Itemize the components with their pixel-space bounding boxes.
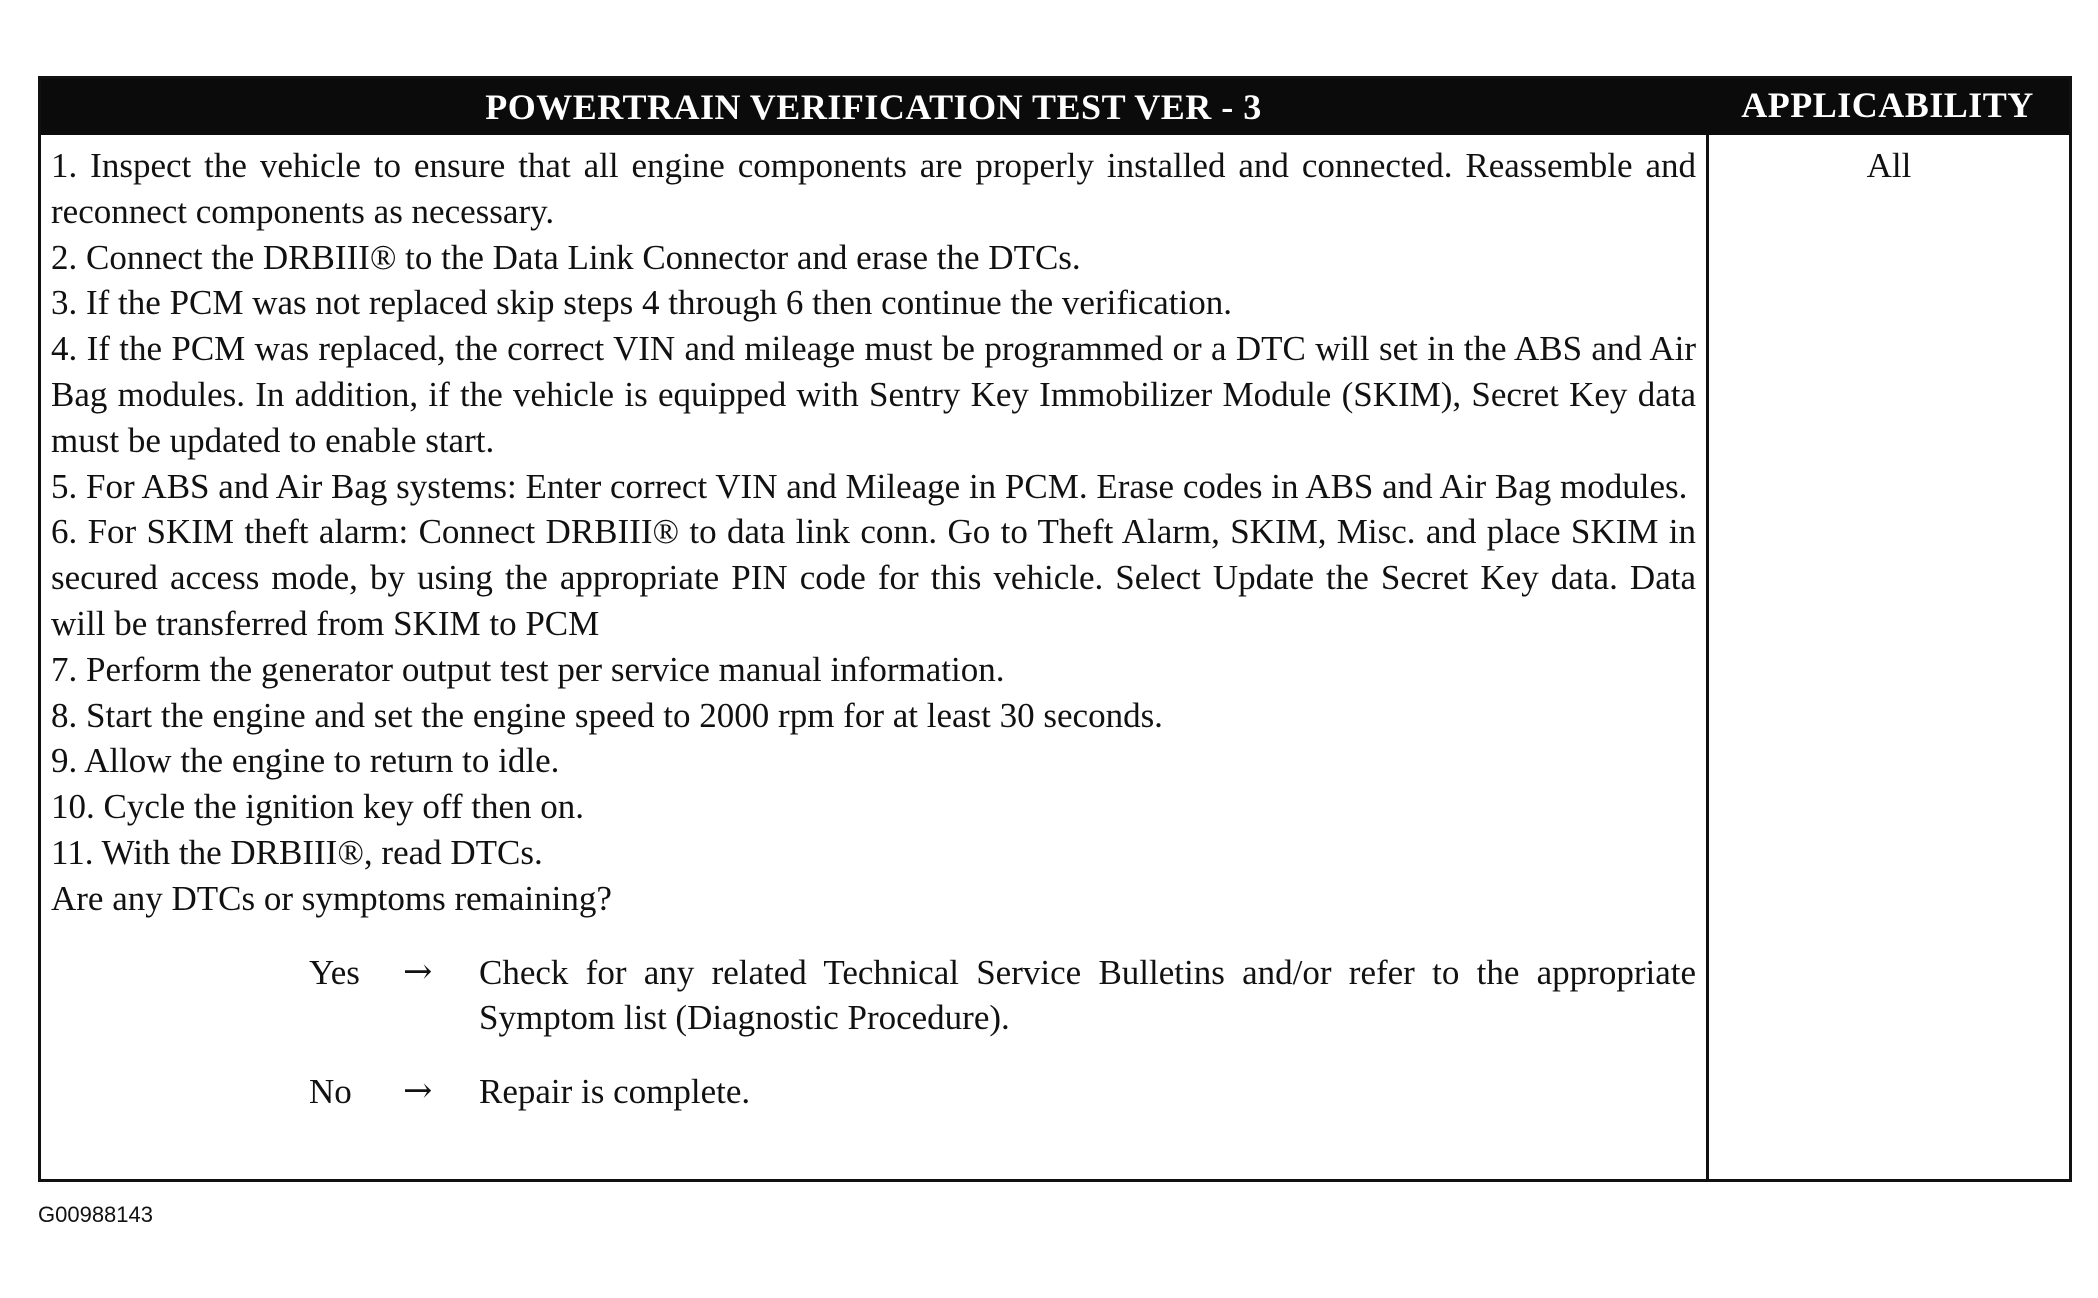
yes-label: Yes (309, 952, 360, 992)
step-6: 6. For SKIM theft alarm: Connect DRBIII® to data link conn. Go to Theft Alarm, SKIM, Misc. and place SKIM in secured access mode, by using the appropriate PIN code for this vehicle. Select Update the Secret Key data. Data will be transferred from SKIM to PCM (51, 512, 1696, 643)
step-7: 7. Perform the generator output test per service manual information. (51, 649, 1005, 689)
applicability-header: APPLICABILITY (1741, 85, 2034, 125)
step-2: 2. Connect the DRBIII® to the Data Link Connector and erase the DTCs. (51, 237, 1081, 277)
no-text: Repair is complete. (479, 1072, 751, 1112)
applicability-value: All (1866, 146, 1912, 185)
no-label: No (309, 1072, 352, 1112)
right-arrow-icon: → (403, 951, 433, 992)
answer-no (309, 1069, 1696, 1115)
step-8: 8. Start the engine and set the engine speed to 2000 rpm for at least 30 seconds. (51, 695, 1163, 735)
table-header (41, 79, 2069, 135)
step-4: 4. If the PCM was replaced, the correct VIN and mileage must be programmed or a DTC will set in the ABS and Air Bag modules. In addition, if the vehicle is equipped with Sentry Key Immobilizer Module (SKIM), Secret Key data must be updated to enable start. (51, 329, 1696, 460)
step-10: 10. Cycle the ignition key off then on. (51, 787, 585, 827)
procedure-cell (51, 143, 1696, 1115)
step-1: 1. Inspect the vehicle to ensure that all engine components are properly installed and connected. Reassemble and reconnect components as necessary. (51, 146, 1696, 231)
right-arrow-icon: → (403, 1071, 433, 1112)
question-text: Are any DTCs or symptoms remaining? (51, 878, 612, 918)
column-divider (1706, 135, 1709, 1182)
answer-yes (309, 950, 1696, 1042)
step-3: 3. If the PCM was not replaced skip steps 4 through 6 then continue the verification. (51, 283, 1232, 323)
step-9: 9. Allow the engine to return to idle. (51, 741, 560, 781)
table-title: POWERTRAIN VERIFICATION TEST VER - 3 (485, 87, 1262, 127)
step-5: 5. For ABS and Air Bag systems: Enter correct VIN and Mileage in PCM. Erase codes in ABS and Air Bag modules. (51, 466, 1688, 506)
figure-id: G00988143 (38, 1202, 153, 1227)
yes-text: Check for any related Technical Service Bulletins and/or refer to the appropriate Symptom list (Diagnostic Procedure). (479, 952, 1696, 1038)
step-11: 11. With the DRBIII®, read DTCs. (51, 832, 543, 872)
verification-table (38, 76, 2072, 1182)
